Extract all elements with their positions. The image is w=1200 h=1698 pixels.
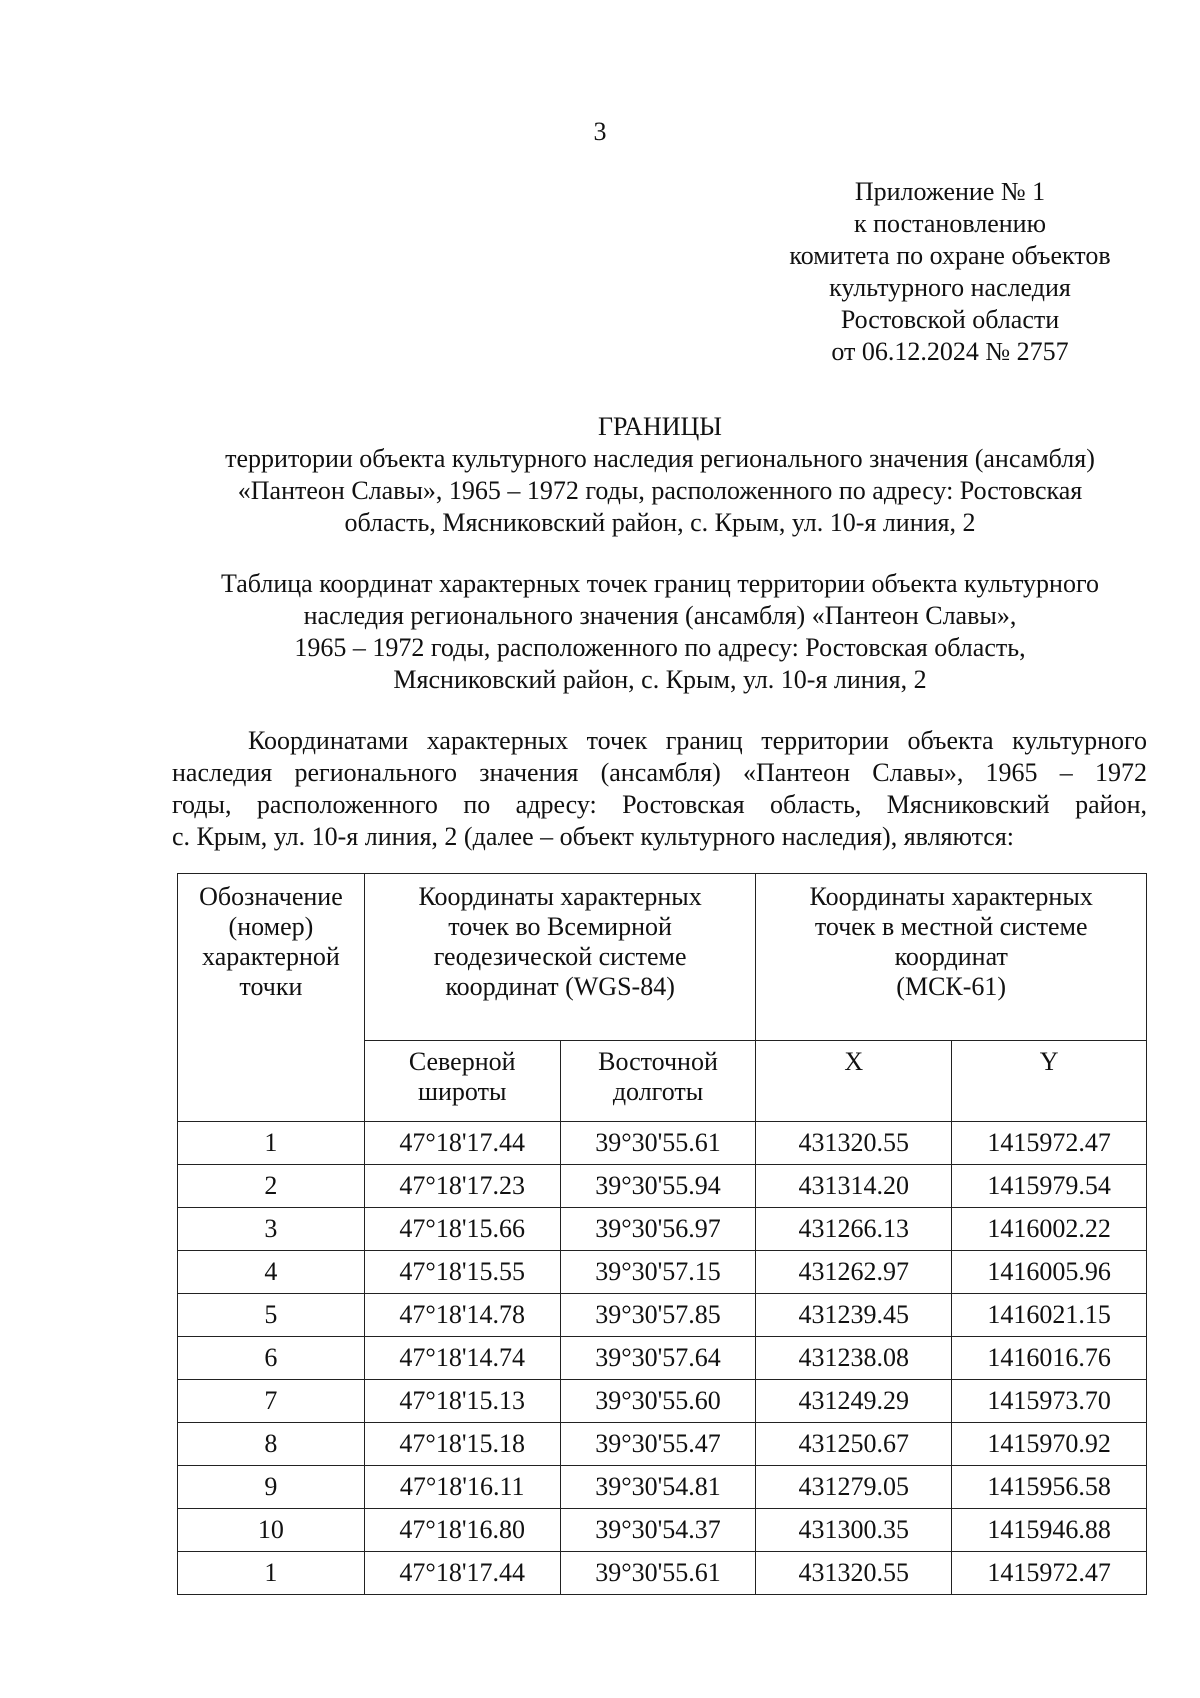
coordinates-table (177, 873, 1147, 1595)
cell-x: 431320.55 (756, 1122, 952, 1165)
page-number: 3 (593, 117, 607, 146)
header-x: X (756, 1041, 952, 1122)
cell-point-number: 9 (178, 1466, 365, 1509)
cell-latitude: 47°18'17.23 (364, 1165, 560, 1208)
header-text: геодезической системе (433, 942, 687, 971)
cell-y: 1415979.54 (952, 1165, 1147, 1208)
cell-point-number: 8 (178, 1423, 365, 1466)
paragraph-line: наследия регионального значения (ансамбля) «Пантеон Славы», 1965 – 1972 (172, 758, 1147, 787)
cell-x: 431238.08 (756, 1337, 952, 1380)
table-row (178, 1552, 1147, 1595)
cell-longitude: 39°30'55.61 (560, 1122, 756, 1165)
cell-point-number: 5 (178, 1294, 365, 1337)
cell-y: 1415956.58 (952, 1466, 1147, 1509)
cell-x: 431249.29 (756, 1380, 952, 1423)
header-text: широты (418, 1077, 507, 1106)
table-caption-line: Мясниковский район, с. Крым, ул. 10-я линия, 2 (393, 665, 927, 694)
table-caption-line: Таблица координат характерных точек границ территории объекта культурного (221, 569, 1099, 598)
table-body (178, 1122, 1147, 1595)
cell-y: 1415973.70 (952, 1380, 1147, 1423)
cell-x: 431320.55 (756, 1552, 952, 1595)
table-row (178, 1423, 1147, 1466)
header-text: точек в местной системе (814, 912, 1088, 941)
table-caption (160, 568, 1160, 696)
header-text: координат (WGS-84) (445, 972, 675, 1001)
cell-point-number: 4 (178, 1251, 365, 1294)
cell-y: 1415972.47 (952, 1122, 1147, 1165)
cell-x: 431300.35 (756, 1509, 952, 1552)
appendix-line: Приложение № 1 (854, 177, 1046, 206)
header-text: точки (239, 972, 303, 1001)
cell-x: 431250.67 (756, 1423, 952, 1466)
header-text: Обозначение (199, 882, 343, 911)
cell-point-number: 3 (178, 1208, 365, 1251)
header-text: точек во Всемирной (448, 912, 672, 941)
header-wgs84 (364, 874, 756, 1041)
header-text: (номер) (228, 912, 314, 941)
header-msk61 (756, 874, 1147, 1041)
cell-point-number: 2 (178, 1165, 365, 1208)
cell-longitude: 39°30'57.64 (560, 1337, 756, 1380)
header-text: Северной (408, 1047, 516, 1076)
cell-point-number: 7 (178, 1380, 365, 1423)
paragraph-line: Координатами характерных точек границ территории объекта культурного (248, 726, 1147, 755)
appendix-line: комитета по охране объектов (789, 241, 1111, 270)
cell-latitude: 47°18'16.80 (364, 1509, 560, 1552)
cell-x: 431239.45 (756, 1294, 952, 1337)
cell-y: 1415970.92 (952, 1423, 1147, 1466)
title-heading: ГРАНИЦЫ (598, 412, 722, 441)
cell-y: 1416021.15 (952, 1294, 1147, 1337)
cell-longitude: 39°30'57.15 (560, 1251, 756, 1294)
header-text: характерной (202, 942, 340, 971)
header-text: Координаты характерных (418, 882, 702, 911)
cell-latitude: 47°18'15.18 (364, 1423, 560, 1466)
appendix-line: от 06.12.2024 № 2757 (831, 337, 1069, 366)
table-caption-line: 1965 – 1972 годы, расположенного по адресу: Ростовская область, (294, 633, 1026, 662)
cell-latitude: 47°18'14.74 (364, 1337, 560, 1380)
cell-x: 431266.13 (756, 1208, 952, 1251)
title-line: область, Мясниковский район, с. Крым, ул. 10-я линия, 2 (344, 508, 976, 537)
cell-longitude: 39°30'55.60 (560, 1380, 756, 1423)
cell-longitude: 39°30'54.81 (560, 1466, 756, 1509)
title-line: «Пантеон Славы», 1965 – 1972 годы, расположенного по адресу: Ростовская (237, 476, 1083, 505)
table-row (178, 1337, 1147, 1380)
table-caption-line: наследия регионального значения (ансамбля) «Пантеон Славы», (303, 601, 1017, 630)
appendix-line: Ростовской области (840, 305, 1060, 334)
header-text: Восточной (598, 1047, 718, 1076)
table-row (178, 1294, 1147, 1337)
header-point-number (178, 874, 365, 1122)
table-row (178, 1165, 1147, 1208)
cell-x: 431279.05 (756, 1466, 952, 1509)
table-row (178, 1509, 1147, 1552)
header-text: (МСК-61) (896, 972, 1007, 1001)
header-text: долготы (612, 1077, 704, 1106)
cell-point-number: 10 (178, 1509, 365, 1552)
header-east-longitude (560, 1041, 756, 1122)
title-line: территории объекта культурного наследия регионального значения (ансамбля) (225, 444, 1095, 473)
cell-latitude: 47°18'17.44 (364, 1552, 560, 1595)
cell-point-number: 1 (178, 1552, 365, 1595)
cell-y: 1415946.88 (952, 1509, 1147, 1552)
cell-longitude: 39°30'55.47 (560, 1423, 756, 1466)
table-row (178, 1251, 1147, 1294)
table-row (178, 1466, 1147, 1509)
appendix-line: культурного наследия (829, 273, 1071, 302)
cell-longitude: 39°30'54.37 (560, 1509, 756, 1552)
appendix-line: к постановлению (853, 209, 1047, 238)
paragraph-line: годы, расположенного по адресу: Ростовская область, Мясниковский район, (172, 790, 1147, 819)
cell-latitude: 47°18'15.13 (364, 1380, 560, 1423)
table-row (178, 1208, 1147, 1251)
header-text: Координаты характерных (809, 882, 1093, 911)
table-row (178, 1380, 1147, 1423)
cell-y: 1416005.96 (952, 1251, 1147, 1294)
cell-y: 1415972.47 (952, 1552, 1147, 1595)
cell-y: 1416002.22 (952, 1208, 1147, 1251)
appendix-block (760, 176, 1140, 368)
table-row (178, 1122, 1147, 1165)
cell-x: 431262.97 (756, 1251, 952, 1294)
cell-longitude: 39°30'56.97 (560, 1208, 756, 1251)
cell-latitude: 47°18'15.55 (364, 1251, 560, 1294)
cell-latitude: 47°18'17.44 (364, 1122, 560, 1165)
cell-longitude: 39°30'57.85 (560, 1294, 756, 1337)
cell-x: 431314.20 (756, 1165, 952, 1208)
intro-paragraph (172, 725, 1147, 853)
document-title (160, 411, 1160, 539)
cell-point-number: 1 (178, 1122, 365, 1165)
cell-longitude: 39°30'55.61 (560, 1552, 756, 1595)
cell-latitude: 47°18'16.11 (364, 1466, 560, 1509)
cell-point-number: 6 (178, 1337, 365, 1380)
cell-y: 1416016.76 (952, 1337, 1147, 1380)
paragraph-line: с. Крым, ул. 10-я линия, 2 (далее – объект культурного наследия), являются: (172, 822, 1015, 851)
header-text: координат (894, 942, 1008, 971)
cell-longitude: 39°30'55.94 (560, 1165, 756, 1208)
header-y: Y (952, 1041, 1147, 1122)
cell-latitude: 47°18'15.66 (364, 1208, 560, 1251)
cell-latitude: 47°18'14.78 (364, 1294, 560, 1337)
header-north-latitude (364, 1041, 560, 1122)
